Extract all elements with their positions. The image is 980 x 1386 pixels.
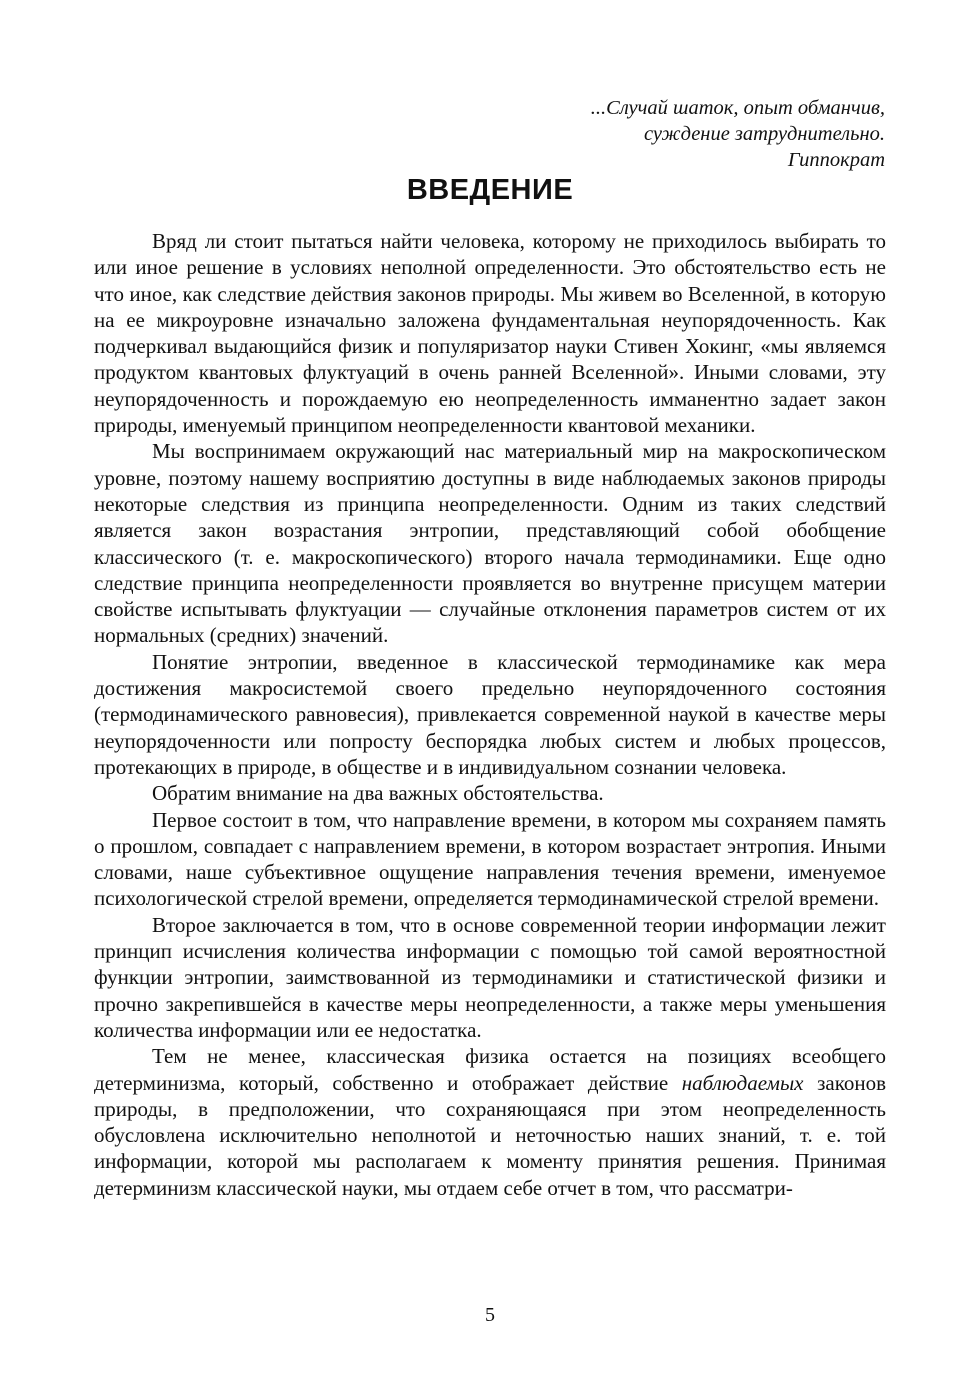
page-number: 5 xyxy=(485,1304,495,1326)
paragraph-7-part-1: Тем не менее, классическая физика остается на позициях всеобщего детерминизма, который, собственно и отображает действие xyxy=(94,1044,886,1095)
paragraph-7-emphasis: наблюдаемых xyxy=(681,1070,804,1095)
epigraph-line-2: суждение затруднительно. xyxy=(643,123,885,145)
paragraph-5: Первое состоит в том, что направление времени, в котором мы сохраняем память о прошлом, совпадает с направлением времени, в котором возрастает энтропия. Иными словами, наше субъективное ощущение направления течения времени, именуемое психологической стрелой времени, определяется термодинамической стрелой времени. xyxy=(94,807,886,911)
paragraph-3: Понятие энтропии, введенное в классической термодинамике как мера достижения макросистемой своего предельно неупорядоченного состояния (термодинамического равновесия), привлекается современной наукой в качестве меры неупорядоченности или попросту беспорядка любых систем и любых процессов, протекающих в природе, в обществе и в индивидуальном сознании человека. xyxy=(94,649,886,779)
paragraph-2: Мы воспринимаем окружающий нас материальный мир на макроскопическом уровне, поэтому нашему восприятию доступны в виде наблюдаемых законов природы некоторые следствия из принципа неопределенности. Одним из таких следствий является закон возрастания энтропии, представляющий собой обобщение классического (т. е. макроскопического) второго начала термодинамики. Еще одно следствие принципа неопределенности проявляется во внутренне присущем материи свойстве испытывать флуктуации — случайные отклонения параметров систем от их нормальных (средних) значений. xyxy=(94,439,886,648)
paragraph-6: Второе заключается в том, что в основе современной теории информации лежит принцип исчисления количества информации с помощью той самой вероятностной функции энтропии, заимствованной из термодинамики и статистической физики и прочно закрепившейся в качестве меры неопределенности, а также меры уменьшения количества информации или ее недостатка. xyxy=(94,912,886,1042)
epigraph-author: Гиппократ xyxy=(787,149,885,171)
epigraph-line-1: ...Случай шаток, опыт обманчив, xyxy=(590,97,885,119)
paragraph-7 xyxy=(94,1043,886,1201)
paragraph-7-part-2: законов природы, в предположении, что сохраняющаяся при этом неопределенность обусловлена исключительно неполнотой и неточностью наших знаний, т. е. той информации, которой мы располагаем к моменту принятия решения. Принимая детерминизм классической науки, мы отдаем себе отчет в том, что рассматри- xyxy=(94,1070,886,1200)
body-text xyxy=(94,228,886,1201)
paragraph-4: Обратим внимание на два важных обстоятельства. xyxy=(152,781,604,806)
epigraph xyxy=(285,95,885,173)
page-title: ВВЕДЕНИЕ xyxy=(406,174,574,206)
paragraph-1: Вряд ли стоит пытаться найти человека, которому не приходилось выбирать то или иное решение в условиях неполной определенности. Это обстоятельство есть не что иное, как следствие действия законов природы. Мы живем во Вселенной, в которую на ее микроуровне изначально заложена фундаментальная неупорядоченность. Как подчеркивал выдающийся физик и популяризатор науки Стивен Хокинг, «мы являемся продуктом квантовых флуктуаций в очень ранней Вселенной». Иными словами, эту неупорядоченность и порождаемую ею неопределенность имманентно задает закон природы, именуемый принципом неопределенности квантовой механики. xyxy=(94,229,886,438)
